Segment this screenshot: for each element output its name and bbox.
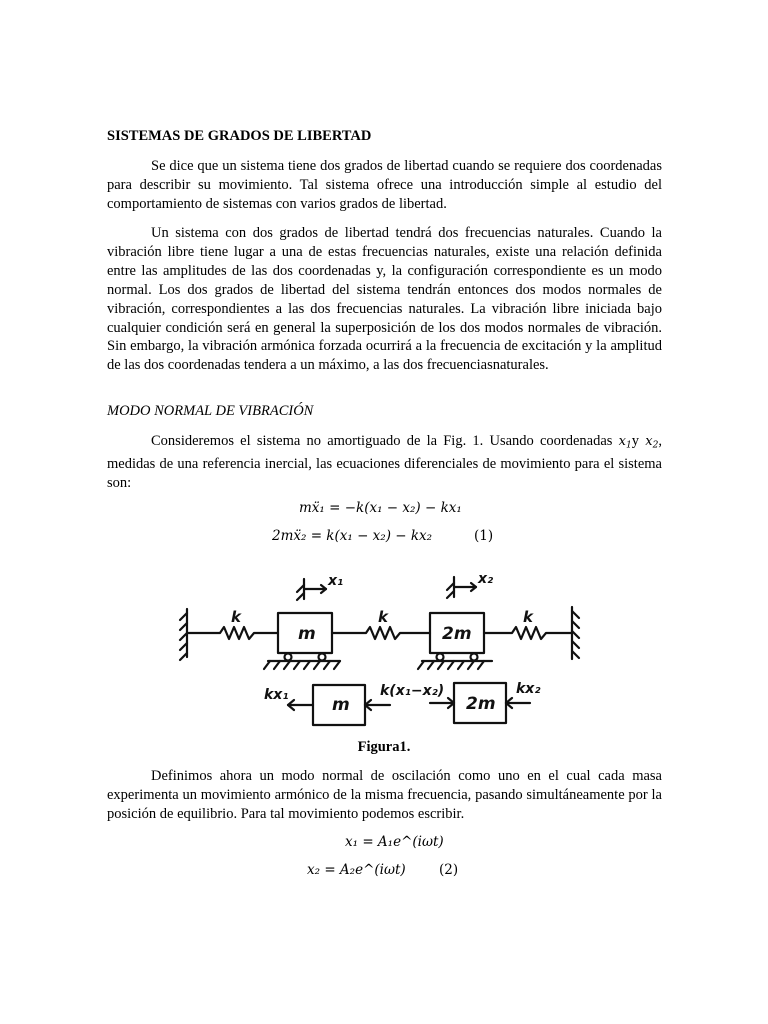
equation-2-line-2: x₂ = A₂e^(iωt) bbox=[307, 862, 406, 878]
subheading: MODO NORMAL DE VIBRACIÓN bbox=[107, 403, 314, 419]
figure-caption: Figura1. bbox=[357, 739, 411, 755]
paragraph-3 bbox=[107, 432, 662, 493]
equation-2-line-1: x₁ = A₁e^(iωt) bbox=[345, 834, 444, 850]
label-mass-2m: 2m bbox=[442, 624, 472, 644]
equation-1-line-1: mẍ₁ = −k(x₁ − x₂) − kx₁ bbox=[299, 500, 462, 516]
label-spring-k-1: k bbox=[231, 608, 241, 626]
label-mass-m: m bbox=[298, 624, 316, 644]
label-force-coupling: k(x₁−x₂) bbox=[380, 683, 445, 699]
equation-1-line-2: 2mẍ₂ = k(x₁ − x₂) − kx₂ bbox=[272, 528, 433, 544]
label-spring-k-3: k bbox=[523, 608, 533, 626]
spring-3 bbox=[484, 627, 572, 639]
paragraph-3-before: Consideremos el sistema no amortiguado de la Fig. 1. Usando coordenadas bbox=[151, 433, 619, 449]
spring-1 bbox=[187, 627, 278, 639]
equation-2-number: (2) bbox=[439, 862, 459, 878]
label-x1: x₁ bbox=[328, 573, 344, 589]
paragraph-4 bbox=[107, 767, 662, 824]
paragraph-2-text: Un sistema con dos grados de libertad tendrá dos frecuencias naturales. Cuando la vibración libre tiene lugar a una de estas frecuencias naturales, existe una relación definida entre las amplitudes de las dos coordenadas y, la configuración correspondiente es un modo normal. Los dos grados de libertad del sistema tendrán entonces dos modos normales de vibración, correspondientes a las dos frecuencias naturales. La vibración libre iniciada bajo cualquier condición será en general la superposición de los dos modos normales de vibración. Sin embargo, la vibración armónica forzada ocurrirá a la frecuencia de excitación y la amplitud de las dos coordenadas tendera a un máximo, a las dos frecuenciasnaturales. bbox=[107, 225, 662, 374]
paragraph-4-text: Definimos ahora un modo normal de oscilación como uno en el cual cada masa experimenta un movimiento armónico de la misma frecuencia, pasando simultáneamente por la posición de equilibrio. Para tal movimiento podemos escribir. bbox=[107, 768, 662, 822]
label-force-kx1: kx₁ bbox=[264, 687, 289, 703]
paragraph-2 bbox=[107, 224, 662, 375]
equation-1-number: (1) bbox=[474, 528, 494, 544]
paragraph-3-after: , medidas de una referencia inercial, las ecuaciones diferenciales de movimiento para el sistema son: bbox=[107, 433, 663, 492]
x2-inline: $x_2$ bbox=[645, 434, 659, 451]
figure-1-diagram bbox=[178, 565, 586, 740]
label-fbd-m: m bbox=[332, 695, 350, 715]
paragraph-1 bbox=[107, 157, 662, 214]
label-x2: x₂ bbox=[478, 571, 494, 587]
label-force-kx2: kx₂ bbox=[516, 681, 541, 697]
paragraph-1-text: Se dice que un sistema tiene dos grados de libertad cuando se requiere dos coordenadas para describir su movimiento. Tal sistema ofrece una introducción simple al estudio del comportamiento de sistemas con varios grados de libertad. bbox=[107, 158, 662, 212]
spring-2 bbox=[332, 627, 430, 639]
x1-inline: $x_1$ bbox=[618, 434, 632, 451]
label-fbd-2m: 2m bbox=[466, 694, 496, 714]
section-heading: SISTEMAS DE GRADOS DE LIBERTAD bbox=[107, 128, 372, 144]
label-spring-k-2: k bbox=[378, 608, 388, 626]
paragraph-3-mid: y bbox=[631, 433, 646, 449]
